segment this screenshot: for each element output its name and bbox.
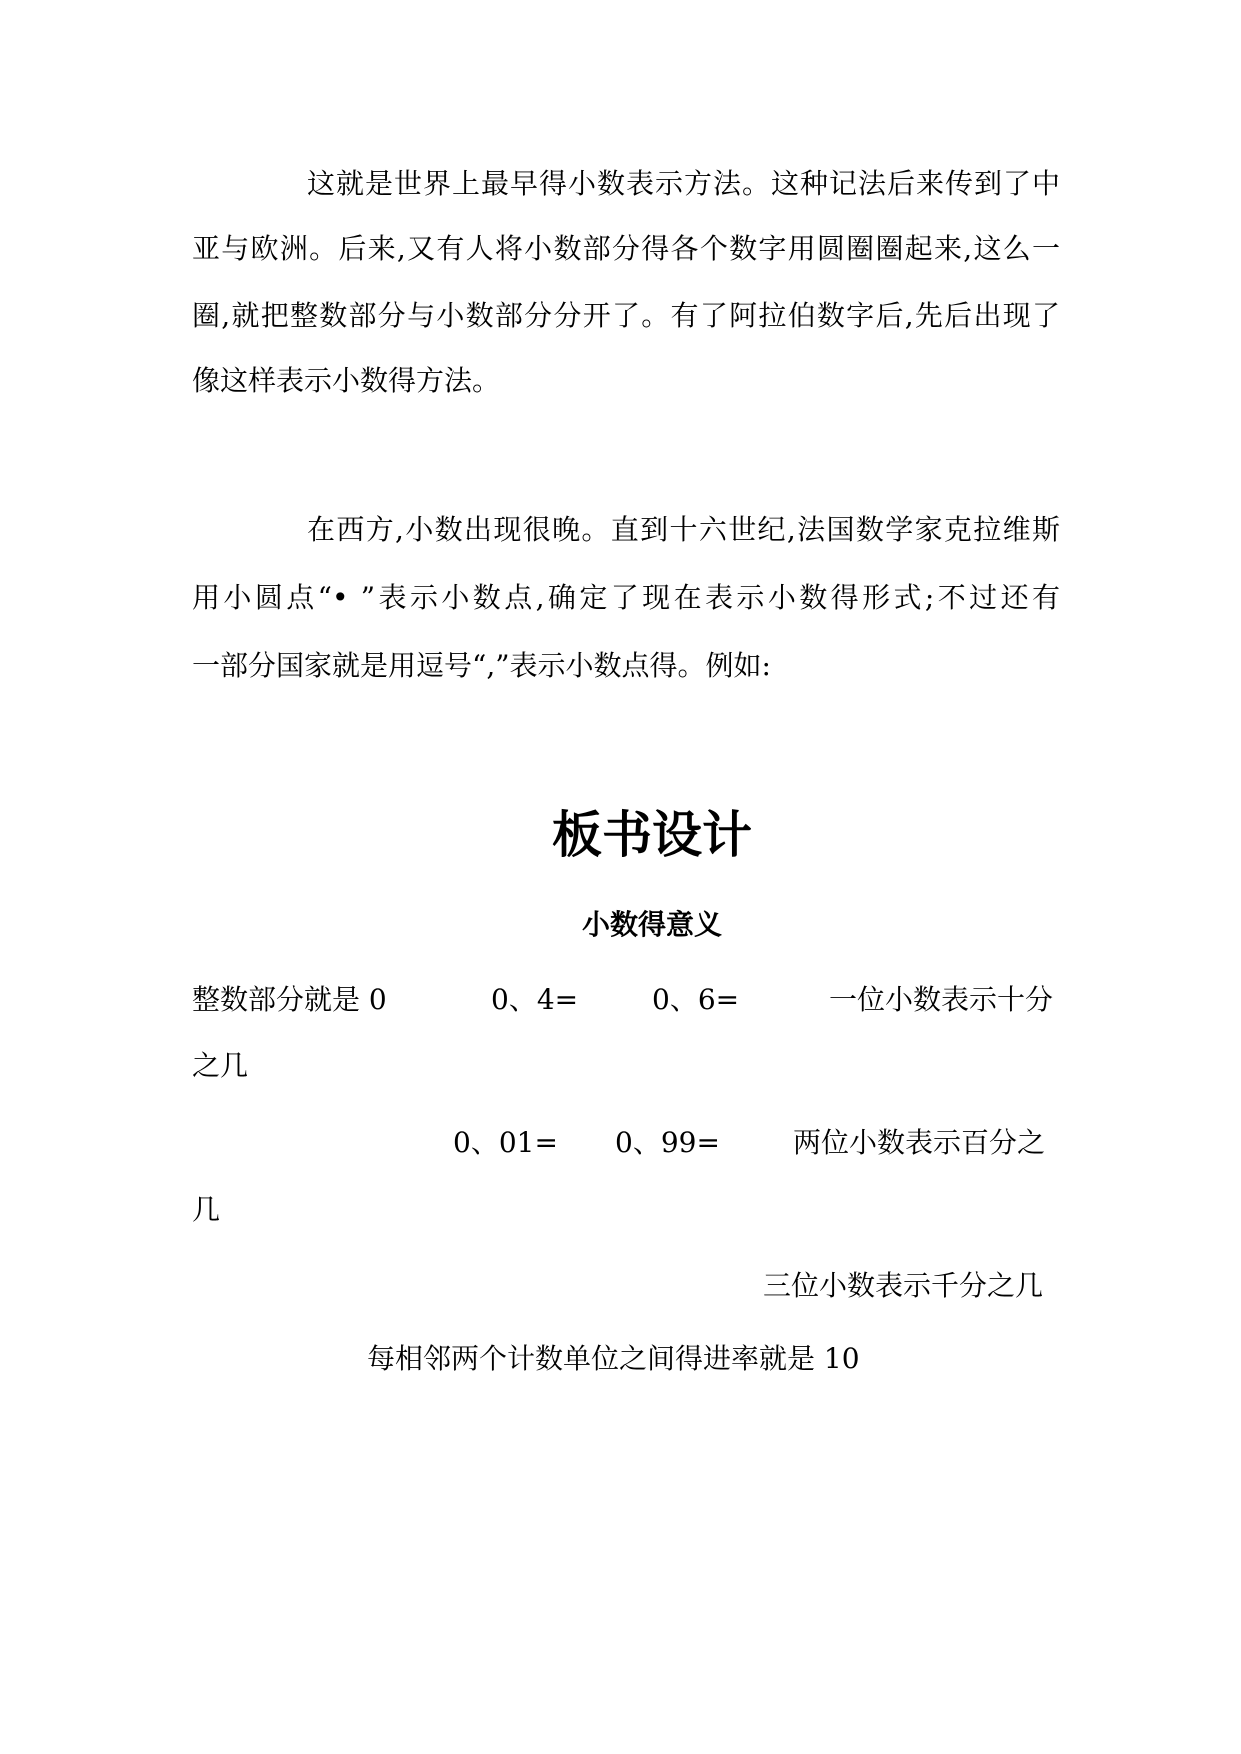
paragraph-line: 亚与欧洲。后来,又有人将小数部分得各个数字用圆圈圈起来,这么一 (192, 232, 1060, 265)
one-decimal-description-continued: 之几 (192, 1049, 249, 1082)
decimal-example: 0、01= (453, 1126, 558, 1159)
paragraph-line: 用小圆点“• ”表示小数点,确定了现在表示小数得形式;不过还有 (192, 581, 1060, 614)
paragraph-line: 这就是世界上最早得小数表示方法。这种记法后来传到了中 (307, 167, 1060, 200)
counting-unit-summary: 每相邻两个计数单位之间得进率就是 10 (367, 1342, 860, 1375)
paragraph-line: 圈,就把整数部分与小数部分分开了。有了阿拉伯数字后,先后出现了 (192, 299, 1060, 332)
decimal-example: 0、4= (491, 983, 579, 1016)
paragraph-line: 像这样表示小数得方法。 (192, 364, 501, 397)
decimal-example: 0、99= (615, 1126, 720, 1159)
two-decimal-description: 两位小数表示百分之 (793, 1126, 1046, 1159)
two-decimal-description-continued: 几 (192, 1193, 221, 1226)
board-design-title: 板书设计 (552, 806, 752, 864)
board-design-subtitle: 小数得意义 (581, 908, 722, 941)
decimal-example: 0、6= (652, 983, 740, 1016)
paragraph-line: 在西方,小数出现很晚。直到十六世纪,法国数学家克拉维斯 (307, 513, 1060, 546)
paragraph-line: 一部分国家就是用逗号“,”表示小数点得。例如: (192, 649, 771, 682)
one-decimal-description: 一位小数表示十分 (829, 983, 1054, 1016)
integer-part-label: 整数部分就是 0 (192, 983, 387, 1016)
three-decimal-description: 三位小数表示千分之几 (763, 1269, 1044, 1302)
